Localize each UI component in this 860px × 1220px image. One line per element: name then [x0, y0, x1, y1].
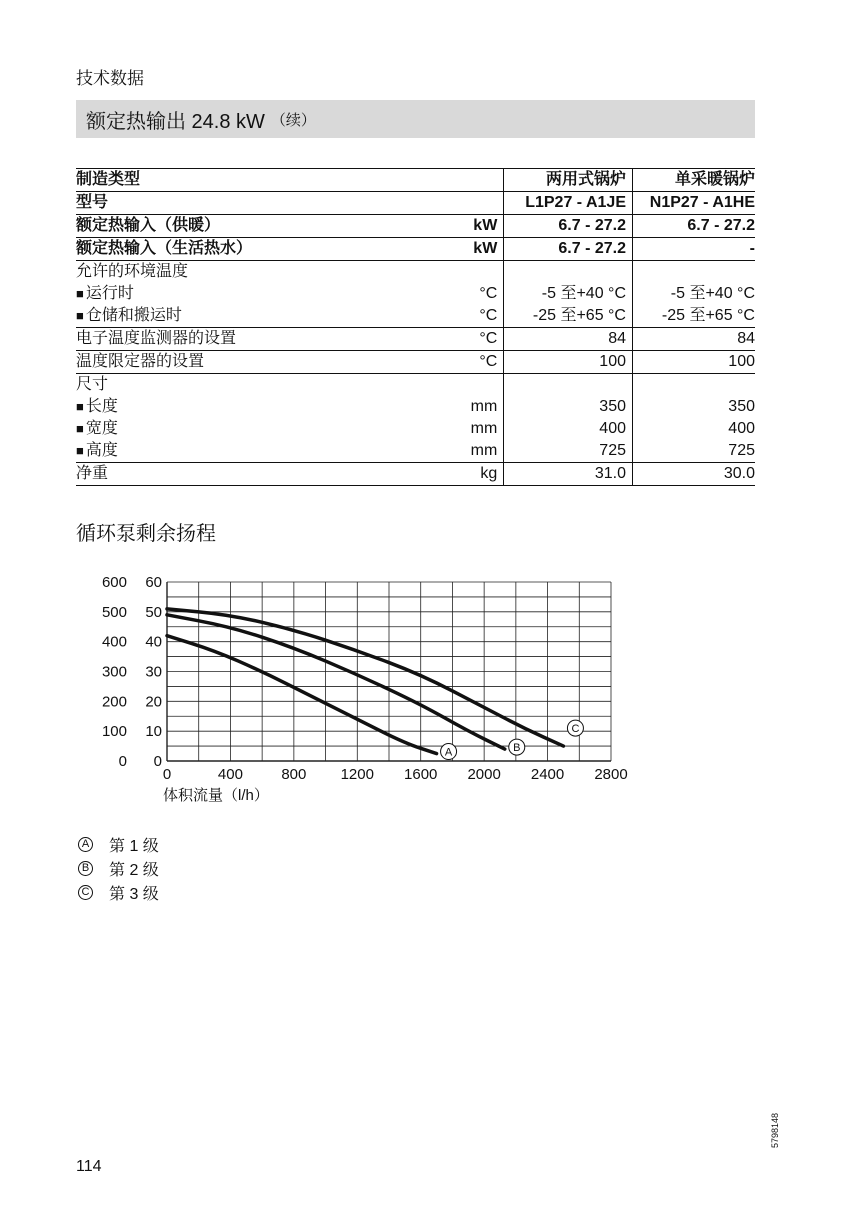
chart-curves [167, 609, 583, 760]
row-unit: mm [470, 442, 498, 459]
legend-label-a: 第 1 级 [109, 837, 159, 855]
bullet-icon: ■ [76, 399, 84, 414]
table-row [76, 328, 755, 351]
table-row [76, 305, 755, 328]
row-value-heating [633, 374, 756, 397]
y-tick-label-mbar: 500 [101, 603, 127, 621]
bullet-icon: ■ [76, 308, 84, 323]
row-value-combi: -25 至+65 °C [504, 305, 633, 328]
row-value-heating [633, 261, 756, 284]
table-row [76, 418, 755, 440]
table-row [76, 215, 755, 238]
row-value-combi: 31.0 [504, 463, 633, 486]
row-label: 温度限定器的设置 [76, 353, 205, 370]
table-row [76, 396, 755, 418]
row-unit [432, 192, 504, 215]
row-value-combi: 400 [504, 418, 633, 440]
row-label-cell [76, 418, 432, 440]
legend-item-c [78, 880, 159, 904]
table-row [76, 169, 755, 192]
row-value-heating: -25 至+65 °C [633, 305, 756, 328]
curve-label-a: A [444, 746, 453, 759]
y-tick-label-kpa: 30 [145, 663, 162, 681]
x-tick-label: 2800 [594, 766, 628, 783]
document-number: 5798148 [770, 1112, 780, 1148]
y-tick-label-mbar: 600 [101, 574, 127, 591]
bullet-icon: ■ [76, 421, 84, 436]
row-label: 型号 [76, 194, 109, 211]
spec-table [76, 168, 755, 486]
row-value-combi [504, 261, 633, 284]
row-value-heating: 725 [633, 440, 756, 463]
legend-label-c: 第 3 级 [109, 885, 159, 903]
row-value-heating: 30.0 [633, 463, 756, 486]
breadcrumb: 技术数据 [76, 69, 144, 88]
curve-label-b: B [513, 742, 521, 755]
row-label-cell [76, 215, 432, 238]
row-unit: °C [479, 307, 498, 324]
x-tick-label: 400 [217, 766, 243, 783]
y-tick-label-mbar: 100 [101, 723, 127, 741]
row-label-cell [76, 328, 432, 351]
row-unit: mm [470, 420, 498, 437]
y-tick-label-mbar: 200 [101, 693, 127, 711]
table-row [76, 463, 755, 486]
section-title: 循环泵剩余扬程 [76, 523, 216, 545]
row-value-combi: 100 [504, 351, 633, 374]
table-row [76, 261, 755, 284]
row-label: 高度 [85, 442, 118, 459]
table-row [76, 374, 755, 397]
row-label: 长度 [85, 398, 118, 415]
y-tick-label-kpa: 20 [145, 693, 162, 711]
x-tick-label: 2000 [467, 766, 501, 783]
row-unit [432, 261, 504, 284]
pump-head-chart [0, 565, 860, 815]
row-value-heating: 6.7 - 27.2 [633, 215, 756, 238]
row-value-combi: 350 [504, 396, 633, 418]
row-label-cell [76, 283, 432, 305]
row-label: 额定热输入（生活热水） [76, 240, 253, 257]
legend-mark-b: B [78, 861, 93, 876]
row-label-cell [76, 463, 432, 486]
legend-item-b [78, 856, 159, 880]
curve-b [167, 615, 505, 749]
curve-label-c: C [571, 723, 580, 736]
row-label: 允许的环境温度 [76, 263, 189, 280]
row-label-cell [76, 192, 432, 215]
page-title-bar [76, 100, 755, 138]
row-value-combi: -5 至+40 °C [504, 283, 633, 305]
row-label-cell [76, 374, 432, 397]
legend-mark-c: C [78, 885, 93, 900]
row-unit [432, 169, 504, 192]
bullet-icon: ■ [76, 443, 84, 458]
x-tick-label: 1200 [340, 766, 374, 783]
row-unit: °C [432, 328, 504, 351]
row-value-heating: 100 [633, 351, 756, 374]
y-tick-label-kpa: 0 [153, 753, 162, 770]
table-row [76, 192, 755, 215]
row-value-heating: 84 [633, 328, 756, 351]
page-title-suffix: （续） [270, 111, 316, 129]
table-row [76, 351, 755, 374]
row-label: 电子温度监测器的设置 [76, 330, 237, 347]
row-value-combi: 725 [504, 440, 633, 463]
row-unit [432, 374, 504, 397]
y-tick-label-mbar: 0 [118, 753, 127, 770]
row-unit: °C [479, 285, 498, 302]
row-label-cell [76, 396, 432, 418]
y-tick-label-kpa: 40 [145, 633, 162, 651]
row-value-combi: 两用式锅炉 [504, 169, 633, 192]
y-tick-label-mbar: 300 [101, 663, 127, 681]
row-value-heating: -5 至+40 °C [633, 283, 756, 305]
row-unit: kW [432, 215, 504, 238]
row-label-cell [76, 238, 432, 261]
row-label-cell [76, 351, 432, 374]
row-value-combi: 6.7 - 27.2 [504, 238, 633, 261]
y-tick-label-kpa: 60 [145, 574, 162, 591]
x-tick-label: 800 [281, 766, 307, 783]
page-number: 114 [76, 1158, 102, 1175]
row-value-heating: - [633, 238, 756, 261]
row-label: 净重 [76, 465, 109, 482]
row-unit: kW [432, 238, 504, 261]
table-row [76, 238, 755, 261]
row-label: 制造类型 [76, 171, 141, 188]
row-label: 宽度 [85, 420, 118, 437]
row-label-cell [76, 261, 432, 284]
legend-mark-a: A [78, 837, 93, 852]
x-tick-label: 0 [162, 766, 172, 783]
x-tick-label: 1600 [404, 766, 438, 783]
row-label-cell [76, 169, 432, 192]
legend-item-a [78, 832, 159, 856]
x-axis-label: 体积流量（l/h） [163, 787, 269, 804]
chart-legend [78, 832, 159, 904]
bullet-icon: ■ [76, 286, 84, 301]
legend-label-b: 第 2 级 [109, 861, 159, 879]
row-value-heating: 单采暖锅炉 [633, 169, 756, 192]
row-label: 仓储和搬运时 [85, 307, 182, 324]
row-label-cell [76, 440, 432, 463]
x-tick-label: 2400 [530, 766, 565, 783]
row-value-heating: 400 [633, 418, 756, 440]
row-value-heating: N1P27 - A1HE [633, 192, 756, 215]
y-tick-label-kpa: 50 [145, 603, 162, 621]
row-label: 运行时 [85, 285, 134, 302]
row-unit: mm [470, 398, 498, 415]
row-unit: kg [432, 463, 504, 486]
row-value-combi: 6.7 - 27.2 [504, 215, 633, 238]
row-value-combi [504, 374, 633, 397]
y-tick-label-kpa: 10 [145, 723, 162, 741]
row-label: 额定热输入（供暖） [76, 217, 221, 234]
row-value-combi: L1P27 - A1JE [504, 192, 633, 215]
row-value-combi: 84 [504, 328, 633, 351]
row-label-cell [76, 305, 432, 328]
page-title: 额定热输出 24.8 kW [86, 110, 265, 133]
y-tick-label-mbar: 400 [101, 633, 127, 651]
row-label: 尺寸 [76, 376, 109, 393]
table-row [76, 440, 755, 463]
table-row [76, 283, 755, 305]
row-value-heating: 350 [633, 396, 756, 418]
row-unit: °C [432, 351, 504, 374]
